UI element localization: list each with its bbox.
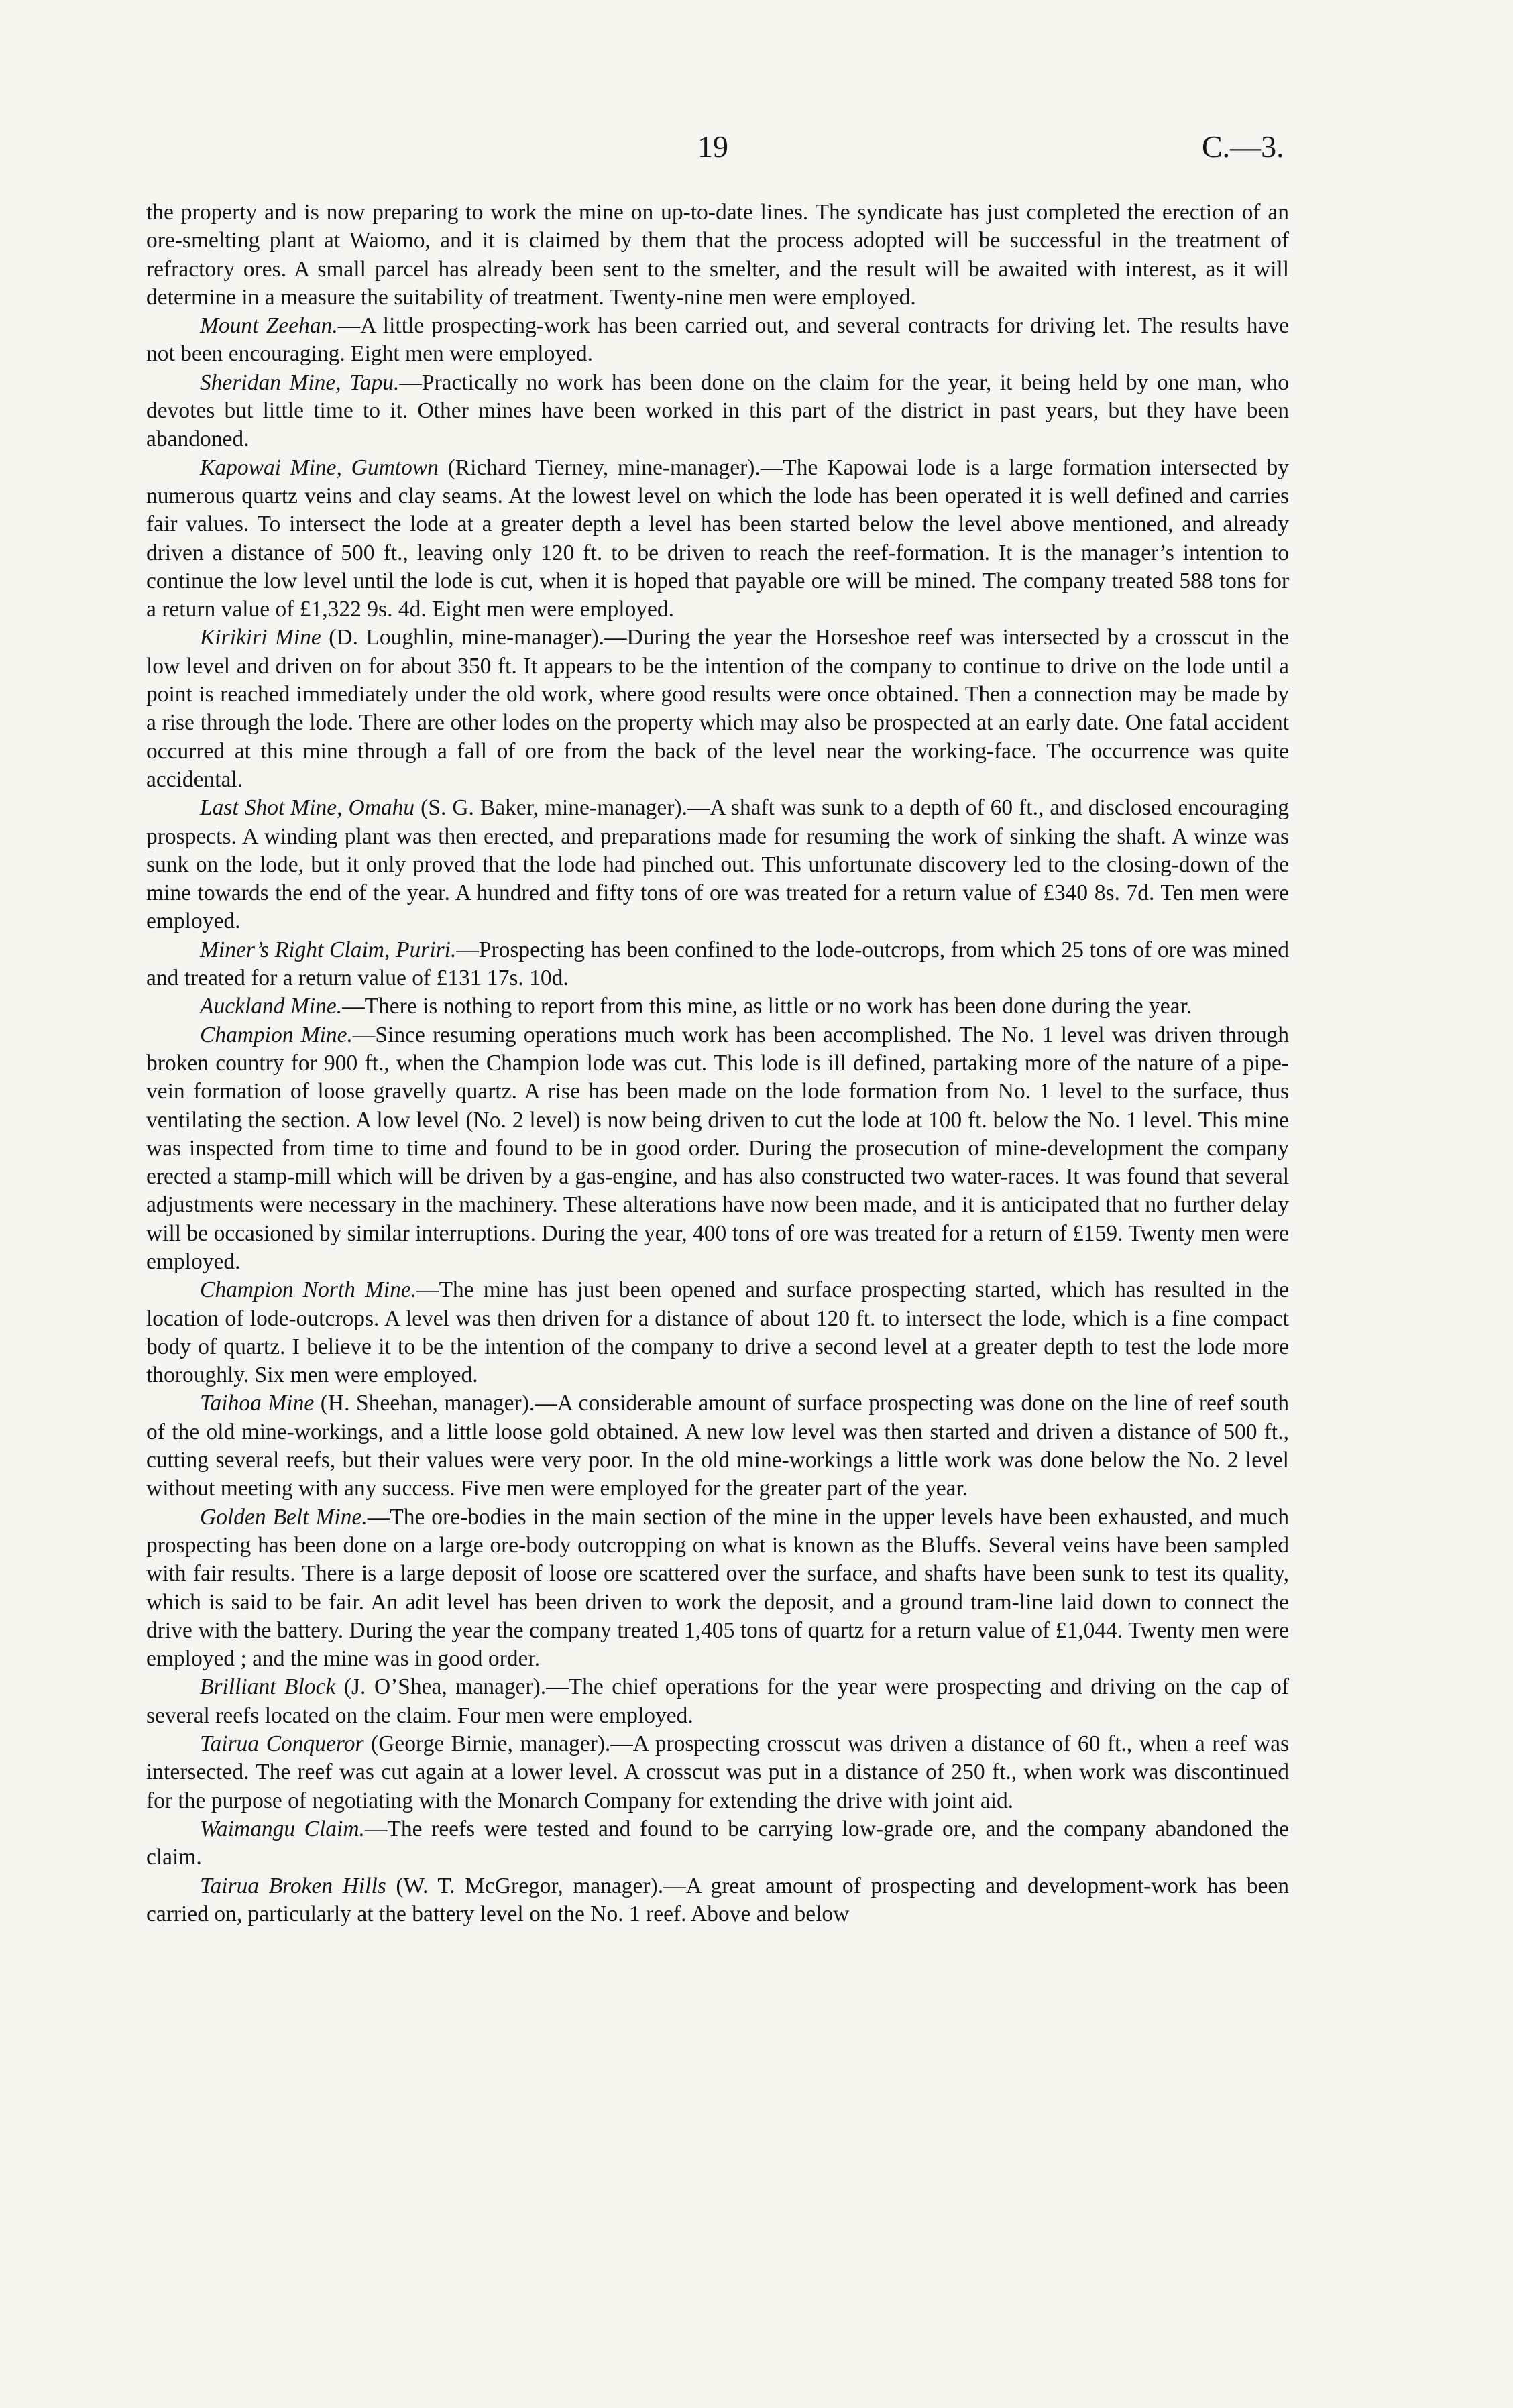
mine-title: Taihoa Mine	[200, 1391, 315, 1416]
document-reference: C.—3.	[1202, 129, 1284, 164]
paragraph-last-shot-mine: Last Shot Mine, Omahu (S. G. Baker, mine-manager).—A shaft was sunk to a depth of 60 ft., and disclosed encouraging prospects. A winding plant was then erected, and preparations made for resuming the work of sinking the shaft. A winze was sunk on the lode, but it only proved that the lode had pinched out. This unfortunate discovery led to the closing-down of the mine towards the end of the year. A hundred and fifty tons of ore was treated for a return value of £340 8s. 7d. Ten men were employed.	[146, 795, 1289, 934]
mine-title: Golden Belt Mine.	[200, 1504, 368, 1530]
report-body	[146, 198, 1289, 1929]
mine-title: Tairua Conqueror	[200, 1731, 364, 1757]
paragraph-taihoa-mine: Taihoa Mine (H. Sheehan, manager).—A considerable amount of surface prospecting was done on the line of reef south of the old mine-workings, and a little loose gold obtained. A new low level was then started and driven a distance of 500 ft., cutting several reefs, but their values were very poor. In the old mine-workings a little work was done below the No. 2 level without meeting with any success. Five men were employed for the greater part of the year.	[146, 1391, 1289, 1501]
paragraph-kapowai-mine: Kapowai Mine, Gumtown (Richard Tierney, mine-manager).—The Kapowai lode is a large formation intersected by numerous quartz veins and clay seams. At the lowest level on which the lode has been operated it is well defined and carries fair values. To intersect the lode at a greater depth a level has been started below the level above mentioned, and already driven a distance of 500 ft., leaving only 120 ft. to be driven to reach the reef-formation. It is the manager’s intention to continue the low level until the lode is cut, when it is hoped that payable ore will be mined. The company treated 588 tons for a return value of £1,322 9s. 4d. Eight men were employed.	[146, 455, 1289, 622]
paragraph-kirikiri-mine: Kirikiri Mine (D. Loughlin, mine-manager).—During the year the Horseshoe reef was intersected by a crosscut in the low level and driven on for about 350 ft. It appears to be the intention of the company to continue to drive on the lode until a point is reached immediately under the old work, where good results were once obtained. Then a connection may be made by a rise through the lode. There are other lodes on the property which may also be prospected at an early date. One fatal accident occurred at this mine through a fall of ore from the back of the level near the working-face. The occurrence was quite accidental.	[146, 625, 1289, 792]
paragraph-champion-mine: Champion Mine.—Since resuming operations much work has been accomplished. The No. 1 level was driven through broken country for 900 ft., when the Champion lode was cut. This lode is ill defined, partaking more of the nature of a pipe-vein formation of loose gravelly quartz. A rise has been made on the lode formation from No. 1 level to the surface, thus ventilating the section. A low level (No. 2 level) is now being driven to cut the lode at 100 ft. below the No. 1 level. This mine was inspected from time to time and found to be in good order. During the prosecution of mine-development the company erected a stamp-mill which will be driven by a gas-engine, and has also constructed two water-races. It was found that several adjustments were necessary in the machinery. These alterations have now been made, and it is anticipated that no further delay will be occasioned by similar interruptions. During the year, 400 tons of ore was treated for a return of £159. Twenty men were employed.	[146, 1022, 1289, 1274]
mine-title: Auckland Mine.	[200, 994, 343, 1019]
mine-title: Brilliant Block	[200, 1674, 336, 1700]
mine-title: Champion North Mine.	[200, 1277, 417, 1303]
mine-title: Kapowai Mine, Gumtown	[200, 455, 439, 480]
paragraph-sheridan-mine: Sheridan Mine, Tapu.—Practically no work has been done on the claim for the year, it being held by one man, who devotes but little time to it. Other mines have been worked in this part of the district in past years, but they have been abandoned.	[146, 369, 1289, 452]
paragraph-brilliant-block: Brilliant Block (J. O’Shea, manager).—The chief operations for the year were prospecting and driving on the cap of several reefs located on the claim. Four men were employed.	[146, 1674, 1290, 1728]
mine-title: Tairua Broken Hills	[200, 1873, 386, 1898]
mine-title: Waimangu Claim.	[200, 1816, 365, 1841]
mine-title: Miner’s Right Claim, Puriri.	[200, 937, 457, 962]
paragraph: the property and is now preparing to work the mine on up-to-date lines. The syndicate has just completed the erection of an ore-smelting plant at Waiomo, and it is claimed by them that the process adopted will be successful in the treatment of refractory ores. A small parcel has already been sent to the smelter, and the result will be awaited with interest, as it will determine in a measure the suitability of treatment. Twenty-nine men were employed.	[146, 200, 1289, 310]
paragraph-waimangu-claim: Waimangu Claim.—The reefs were tested and found to be carrying low-grade ore, and the company abandoned the claim.	[146, 1816, 1290, 1870]
paragraph-mount-zeehan: Mount Zeehan.—A little prospecting-work has been carried out, and several contracts for driving let. The results have not been encouraging. Eight men were employed.	[146, 313, 1289, 367]
mine-title: Sheridan Mine, Tapu.	[200, 369, 400, 395]
mine-title: Mount Zeehan.	[200, 313, 338, 339]
paragraph-tairua-broken-hills: Tairua Broken Hills (W. T. McGregor, manager).—A great amount of prospecting and development-work has been carried on, particularly at the battery level on the No. 1 reef. Above and below	[146, 1873, 1289, 1927]
mine-title: Champion Mine.	[200, 1022, 353, 1047]
paragraph-golden-belt-mine: Golden Belt Mine.—The ore-bodies in the main section of the mine in the upper levels have been exhausted, and much prospecting has been done on a large ore-body outcropping on what is known as the Bluffs. Several veins have been sampled with fair results. There is a large deposit of loose ore scattered over the surface, and shafts have been sunk to test its quality, which is said to be fair. An adit level has been driven to work the deposit, and a ground tram-line laid down to connect the drive with the battery. During the year the company treated 1,405 tons of quartz for a return value of £1,044. Twenty men were employed ; and the mine was in good order.	[146, 1504, 1289, 1672]
paragraph-auckland-mine: Auckland Mine.—There is nothing to report from this mine, as little or no work has been done during the year.	[200, 994, 1192, 1019]
mine-title: Kirikiri Mine	[200, 625, 321, 650]
paragraph-tairua-conqueror: Tairua Conqueror (George Birnie, manager).—A prospecting crosscut was driven a distance of 60 ft., when a reef was intersected. The reef was cut again at a lower level. A crosscut was put in a distance of 250 ft., when work was discontinued for the purpose of negotiating with the Monarch Company for extending the drive with joint aid.	[146, 1731, 1290, 1813]
paragraph-champion-north-mine: Champion North Mine.—The mine has just been opened and surface prospecting started, which has resulted in the location of lode-outcrops. A level was then driven for a distance of about 120 ft. to intersect the lode, which is a fine compact body of quartz. I believe it to be the intention of the company to drive a second level at a greater depth to test the lode more thoroughly. Six men were employed.	[146, 1277, 1289, 1388]
mine-title: Last Shot Mine, Omahu	[200, 795, 415, 821]
paragraph-miners-right-claim: Miner’s Right Claim, Puriri.—Prospecting has been confined to the lode-outcrops, from which 25 tons of ore was mined and treated for a return value of £131 17s. 10d.	[146, 937, 1289, 991]
page-number: 19	[697, 129, 728, 164]
